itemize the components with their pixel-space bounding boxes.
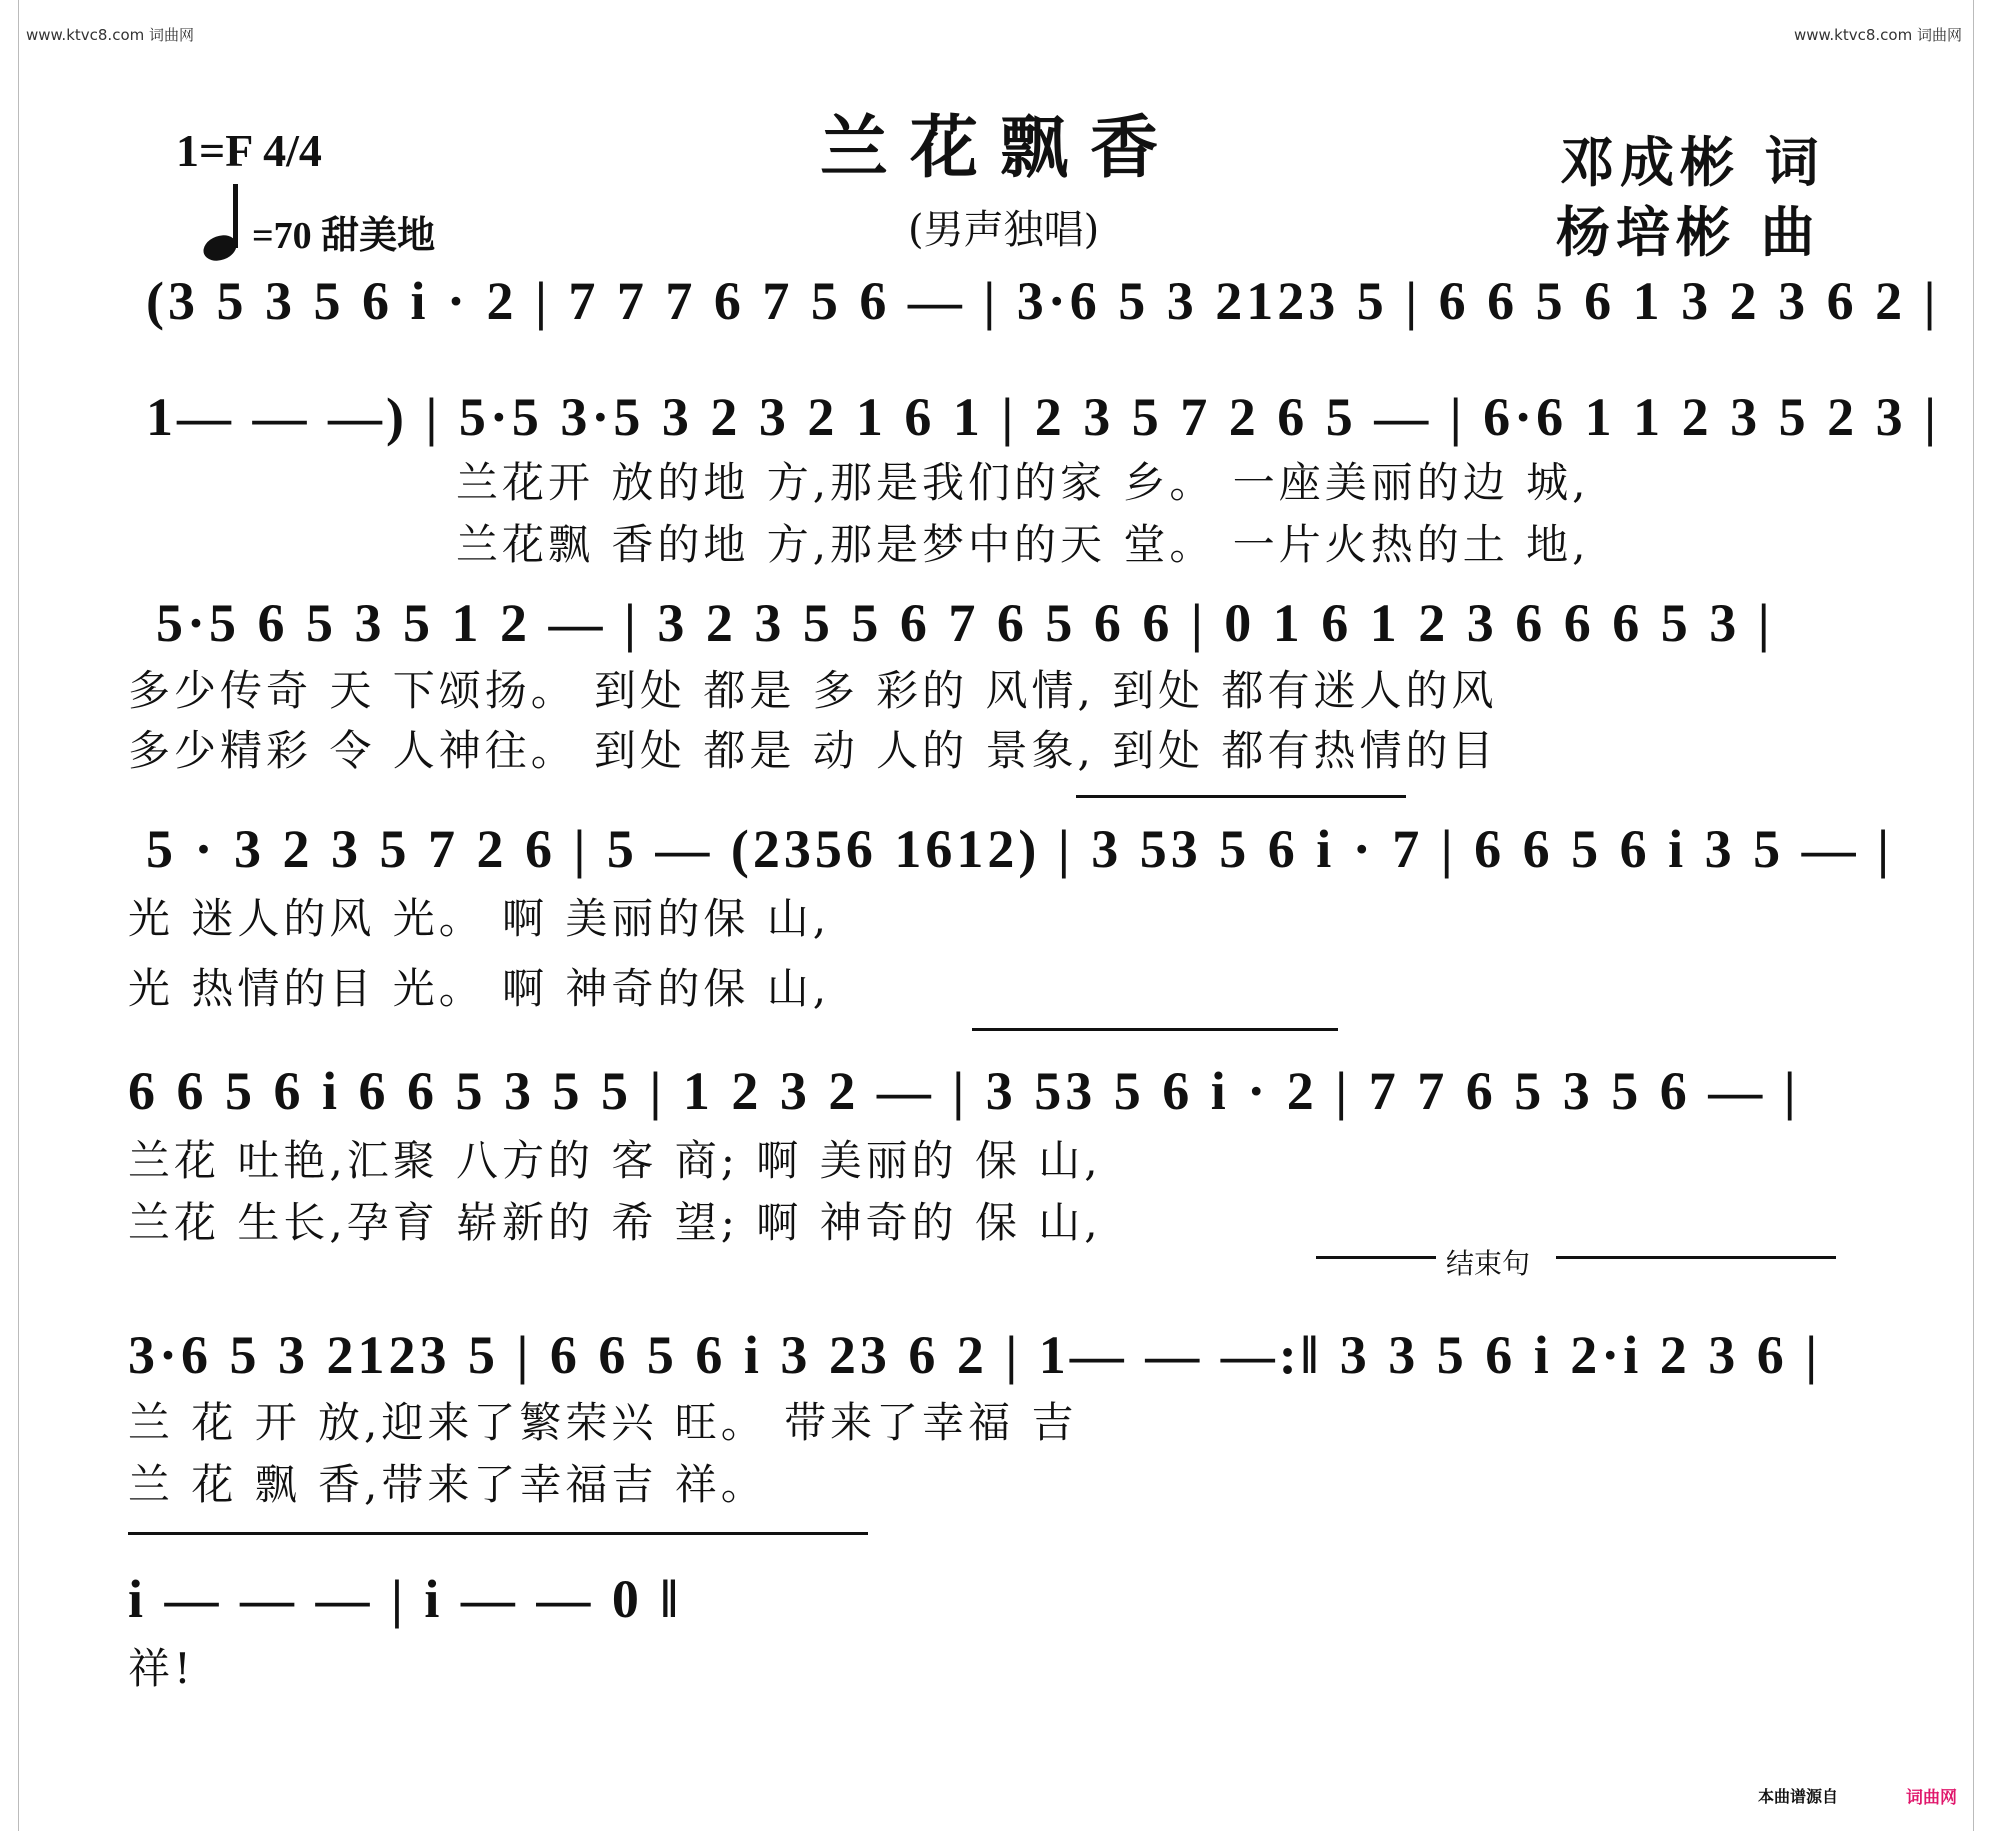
lyric-line-2-verse-2: 兰花飘 香的地 方,那是梦中的天 堂。 一片火热的土 地, bbox=[456, 520, 1590, 569]
song-title: 兰花飘香 bbox=[820, 108, 1181, 188]
composer-credit: 杨培彬 曲 bbox=[1556, 200, 1821, 264]
footer-source: 本曲谱源自 bbox=[1758, 1787, 1839, 1806]
ending-line-right bbox=[1556, 1256, 1836, 1259]
score-line-4: 5 · 3 2 3 5 7 2 6 | 5 — (2356 1612) | 3 53 5 6 i · 7 | 6 6 5 6 i 3 5 — | bbox=[146, 819, 1894, 879]
bracket-line bbox=[128, 1532, 868, 1535]
lyric-line-5-verse-2: 兰花 生长,孕育 崭新的 希 望; 啊 神奇的 保 山, bbox=[128, 1198, 1102, 1247]
watermark-right: www.ktvc8.com 词曲网 bbox=[1793, 26, 1962, 44]
key-signature: 1=F 4/4 bbox=[176, 125, 322, 176]
lyric-line-3-verse-1: 多少传奇 天 下颂扬。 到处 都是 多 彩的 风情, 到处 都有迷人的风 bbox=[128, 666, 1498, 715]
watermark-left: www.ktvc8.com 词曲网 bbox=[26, 26, 195, 44]
bracket-line bbox=[1076, 795, 1406, 798]
right-margin-strip bbox=[1973, 0, 1992, 1831]
lyric-line-5-verse-1: 兰花 吐艳,汇聚 八方的 客 商; 啊 美丽的 保 山, bbox=[128, 1136, 1102, 1185]
score-line-5: 6 6 5 6 i 6 6 5 3 5 5 | 1 2 3 2 — | 3 53 5 6 i · 2 | 7 7 6 5 3 5 6 — | bbox=[128, 1061, 1800, 1121]
lyric-line-7-verse-1: 祥! bbox=[128, 1644, 195, 1693]
bracket-line bbox=[972, 1028, 1338, 1031]
tempo-marking: =70 甜美地 bbox=[252, 215, 436, 257]
score-line-6: 3·6 5 3 2123 5 | 6 6 5 6 i 3 23 6 2 | 1— — —:‖ 3 3 5 6 i 2·i 2 3 6 | bbox=[128, 1325, 1822, 1385]
lyric-line-6-verse-2: 兰 花 飘 香,带来了幸福吉 祥。 bbox=[128, 1460, 767, 1509]
lyric-line-2-verse-1: 兰花开 放的地 方,那是我们的家 乡。 一座美丽的边 城, bbox=[456, 458, 1590, 507]
score-line-1: (3 5 3 5 6 i · 2 | 7 7 7 6 7 5 6 — | 3·6 5 3 2123 5 | 6 6 5 6 1 3 2 3 6 2 | bbox=[146, 271, 1940, 331]
score-line-7: i — — — | i — — 0 ‖ bbox=[128, 1569, 682, 1629]
left-margin-strip bbox=[0, 0, 19, 1831]
lyric-line-6-verse-1: 兰 花 开 放,迎来了繁荣兴 旺。 带来了幸福 吉 bbox=[128, 1398, 1078, 1447]
score-line-2: 1— — —) | 5·5 3·5 3 2 3 2 1 6 1 | 2 3 5 7 2 6 5 — | 6·6 1 1 2 3 5 2 3 | bbox=[146, 387, 1941, 447]
footer-logo[interactable]: 词曲网 bbox=[1906, 1788, 1957, 1808]
song-subtitle: (男声独唱) bbox=[908, 207, 1100, 253]
lyric-line-4-verse-2: 光 热情的目 光。 啊 神奇的保 山, bbox=[128, 964, 831, 1013]
score-line-3: 5·5 6 5 3 5 1 2 — | 3 2 3 5 5 6 7 6 5 6 6 | 0 1 6 1 2 3 6 6 6 5 3 | bbox=[156, 593, 1774, 653]
lyricist-credit: 邓成彬 词 bbox=[1560, 130, 1825, 194]
lyric-line-3-verse-2: 多少精彩 令 人神往。 到处 都是 动 人的 景象, 到处 都有热情的目 bbox=[128, 726, 1498, 775]
ending-line-left bbox=[1316, 1256, 1436, 1259]
lyric-line-4-verse-1: 光 迷人的风 光。 啊 美丽的保 山, bbox=[128, 894, 831, 943]
ending-label: 结束句 bbox=[1446, 1247, 1531, 1280]
